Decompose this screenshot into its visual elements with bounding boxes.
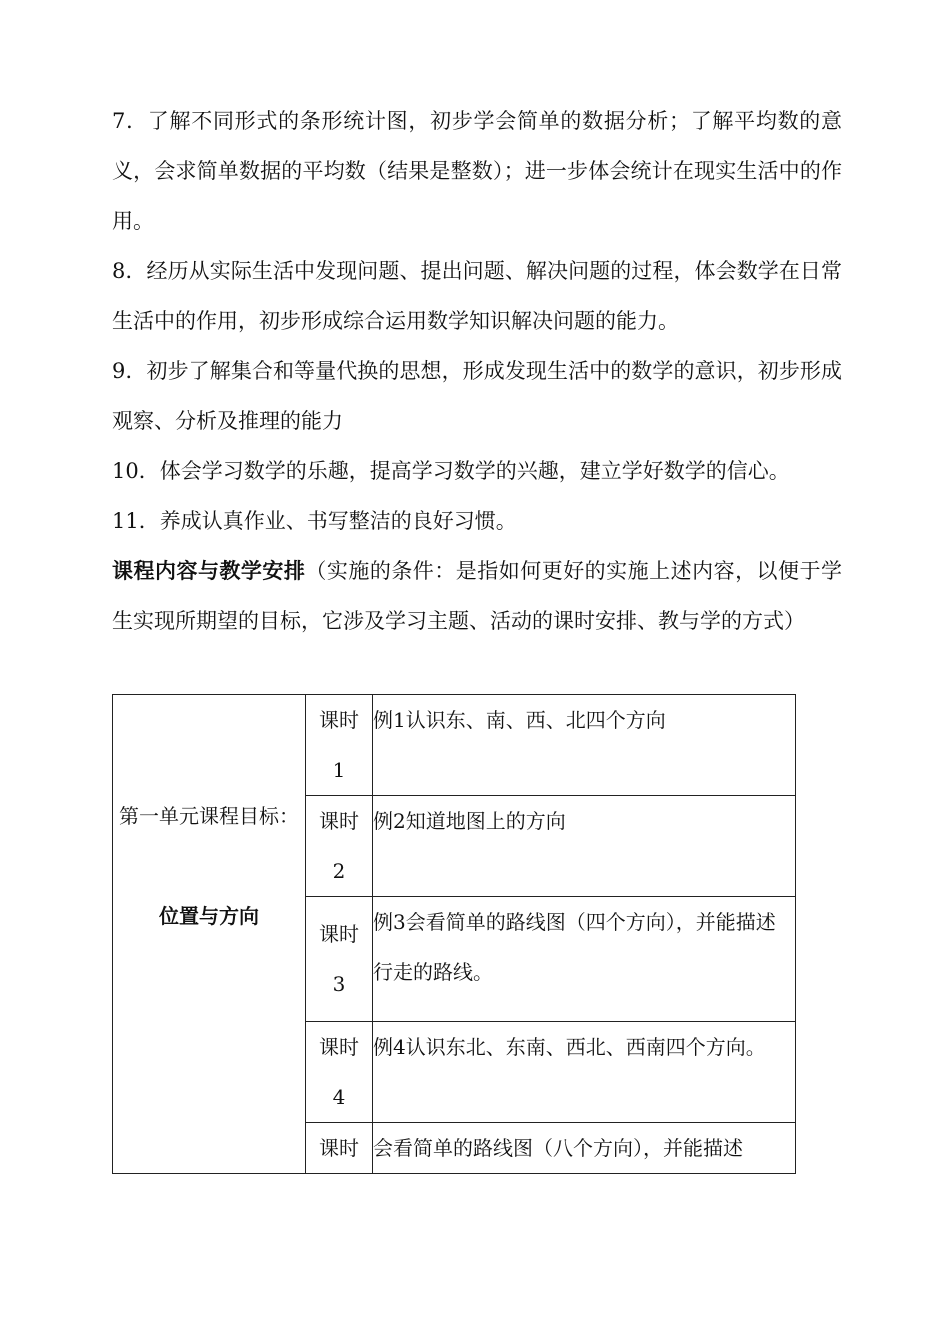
lesson-number: 3 bbox=[332, 972, 346, 996]
table-row bbox=[113, 695, 796, 796]
lesson-label: 课时 bbox=[319, 922, 359, 946]
lesson-cell bbox=[306, 1022, 373, 1123]
lesson-number: 1 bbox=[332, 758, 346, 782]
lesson-cell bbox=[306, 1123, 373, 1174]
objective-9: 9．初步了解集合和等量代换的思想，形成发现生活中的数学的意识，初步形成观察、分析及推理的能力 bbox=[112, 359, 842, 433]
lesson-schedule-table bbox=[112, 694, 796, 1174]
section-heading: 课程内容与教学安排 bbox=[112, 559, 306, 583]
lesson-content: 例1认识东、南、西、北四个方向 bbox=[373, 695, 796, 796]
objective-10: 10．体会学习数学的乐趣，提高学习数学的兴趣，建立学好数学的信心。 bbox=[112, 459, 790, 483]
lesson-label: 课时 bbox=[319, 1136, 359, 1160]
objective-11: 11．养成认真作业、书写整洁的良好习惯。 bbox=[112, 509, 517, 533]
unit-cell bbox=[113, 695, 306, 1174]
lesson-cell bbox=[306, 796, 373, 897]
lesson-label: 课时 bbox=[319, 708, 359, 732]
unit-title: 位置与方向 bbox=[159, 904, 259, 928]
lesson-content: 例3会看简单的路线图（四个方向），并能描述行走的路线。 bbox=[373, 897, 796, 1022]
lesson-cell bbox=[306, 695, 373, 796]
lesson-label: 课时 bbox=[319, 1035, 359, 1059]
lesson-content: 会看简单的路线图（八个方向），并能描述 bbox=[373, 1123, 796, 1174]
lesson-content: 例4认识东北、东南、西北、西南四个方向。 bbox=[373, 1022, 796, 1123]
document-body bbox=[112, 96, 842, 646]
lesson-number: 4 bbox=[332, 1085, 346, 1109]
section-note: （实施的条件：是指如何更好的实施上述内容，以便于学生实现所期望的目标，它涉及学习主题、活动的课时安排、教与学的方式） bbox=[112, 559, 843, 633]
lesson-label: 课时 bbox=[319, 809, 359, 833]
objective-8: 8．经历从实际生活中发现问题、提出问题、解决问题的过程，体会数学在日常生活中的作用，初步形成综合运用数学知识解决问题的能力。 bbox=[112, 259, 842, 333]
section-heading-paragraph bbox=[112, 546, 842, 646]
lesson-content: 例2知道地图上的方向 bbox=[373, 796, 796, 897]
lesson-cell bbox=[306, 897, 373, 1022]
objective-7: 7．了解不同形式的条形统计图，初步学会简单的数据分析；了解平均数的意义，会求简单数据的平均数（结果是整数）；进一步体会统计在现实生活中的作用。 bbox=[112, 109, 842, 233]
unit-label: 第一单元课程目标： bbox=[119, 804, 299, 828]
lesson-number: 2 bbox=[332, 859, 346, 883]
